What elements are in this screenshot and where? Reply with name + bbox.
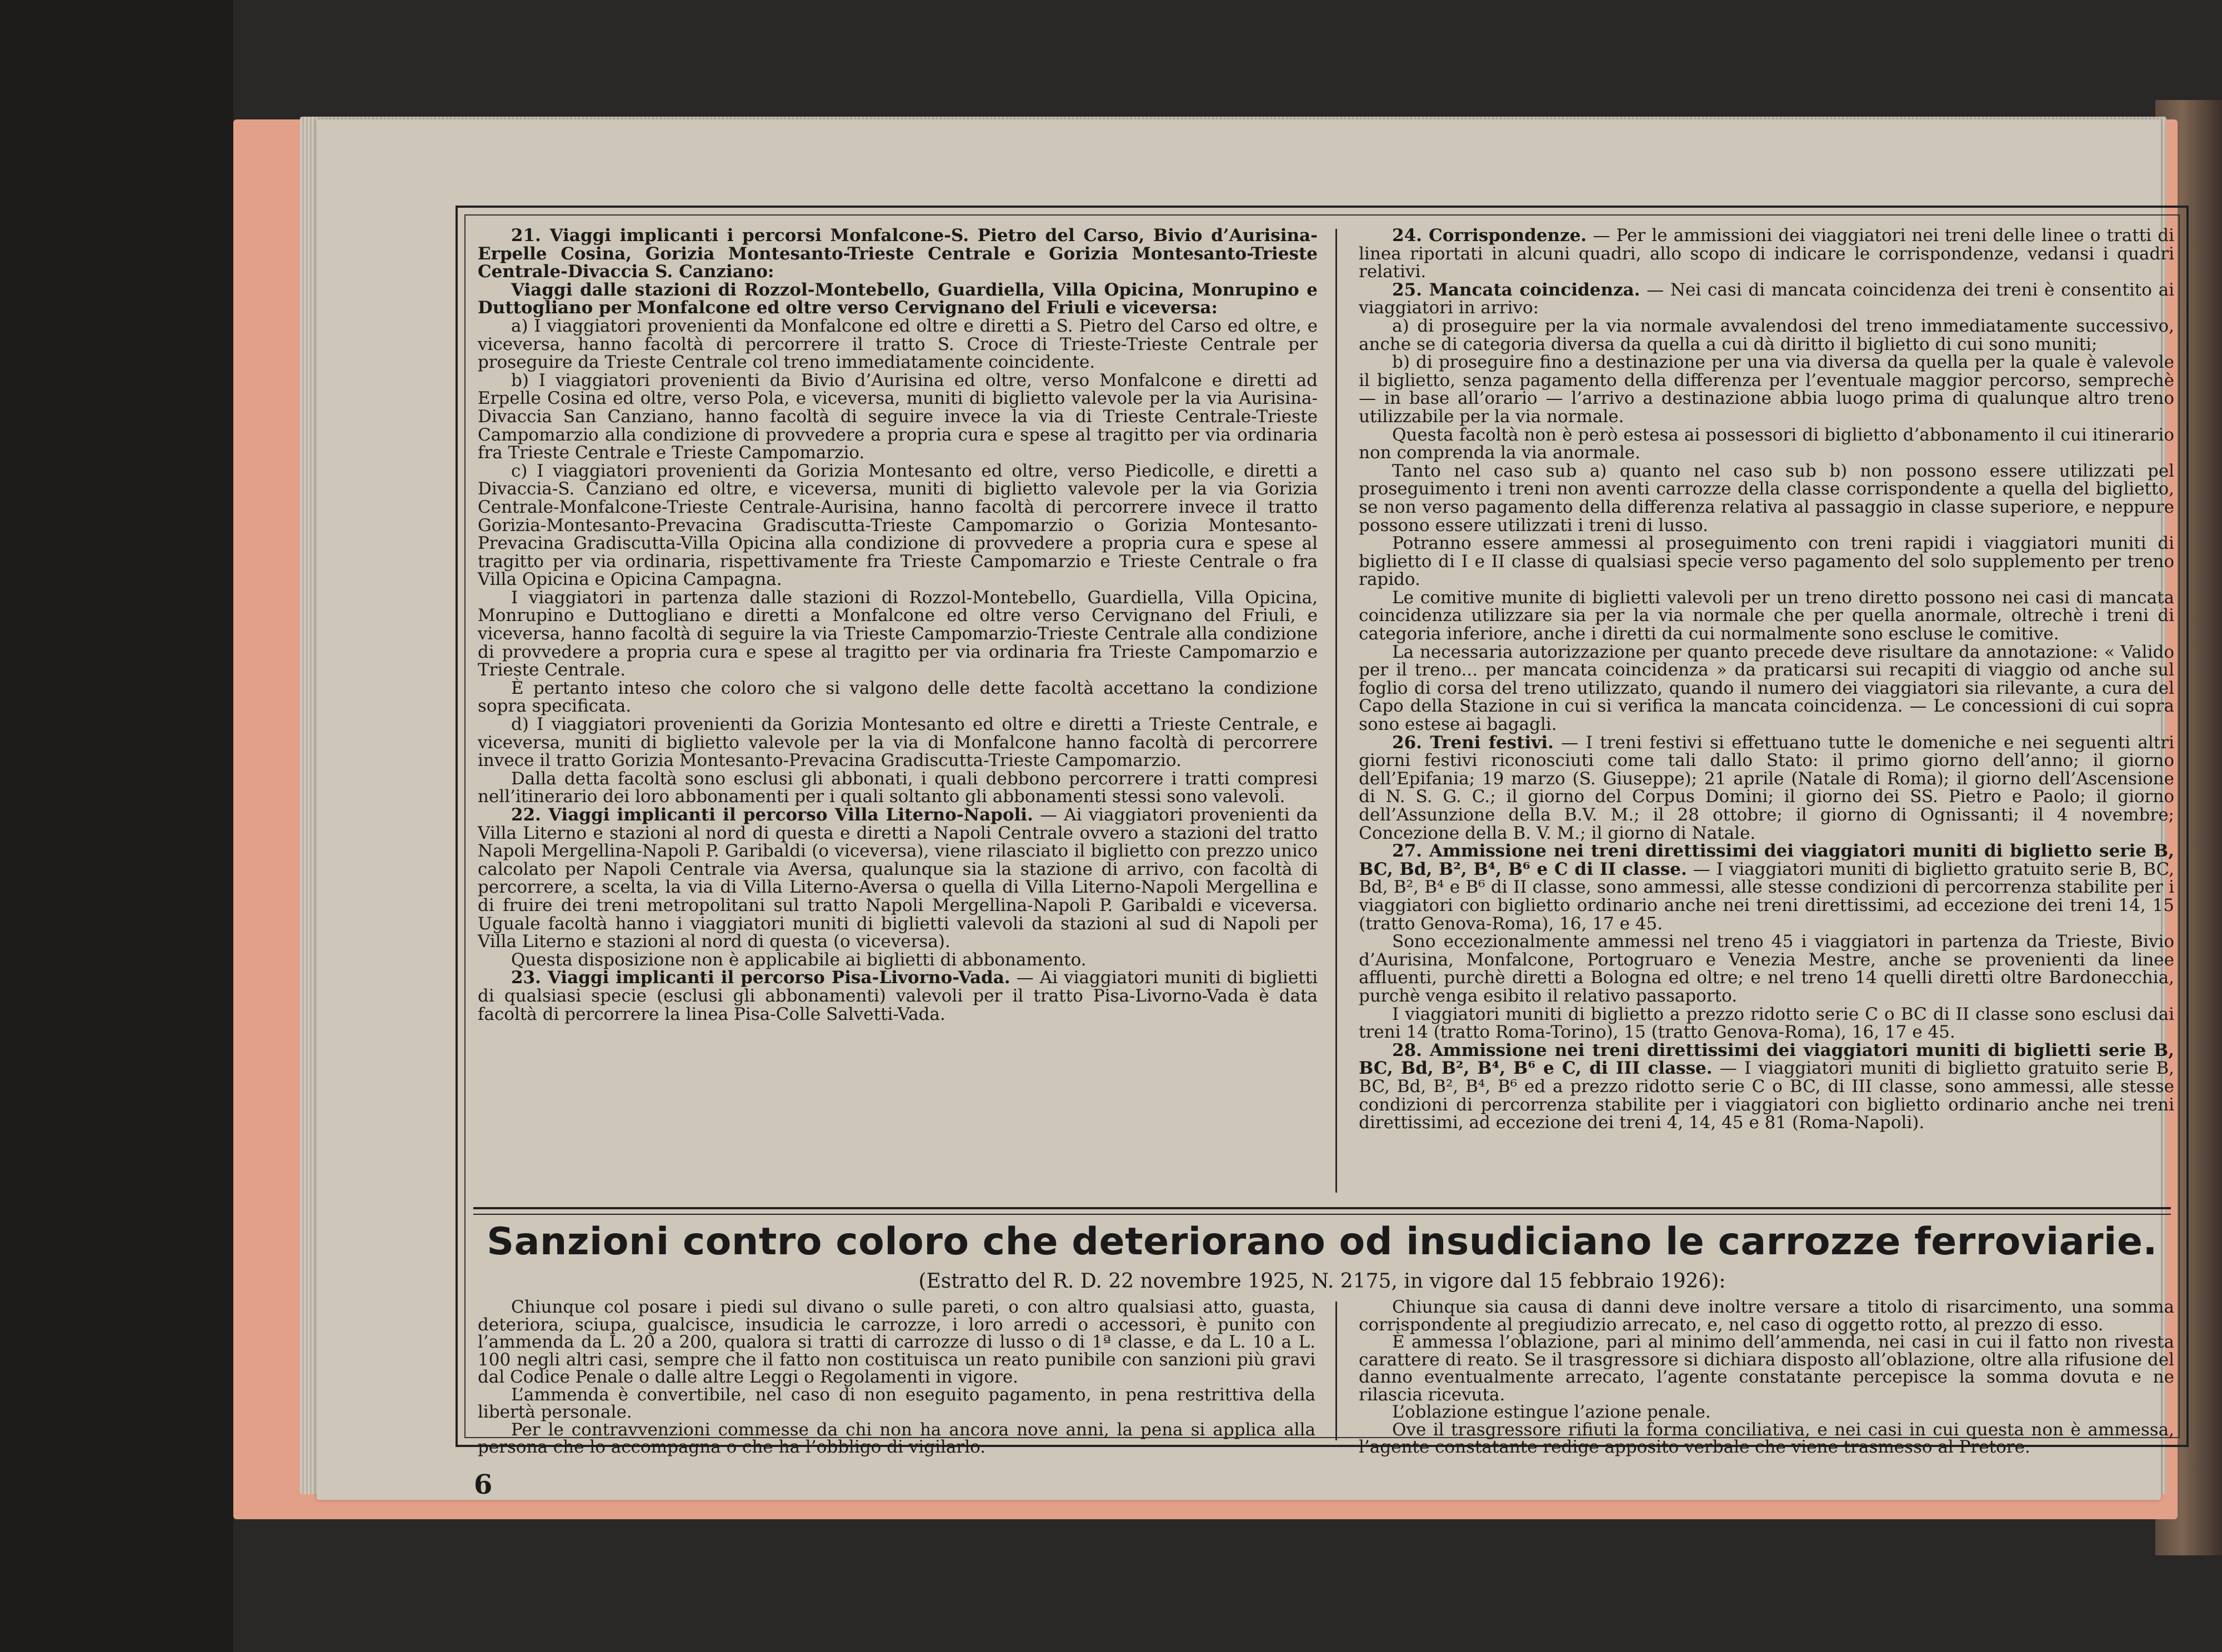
paragraph (1359, 353, 2174, 425)
paragraph (1359, 317, 2174, 353)
paragraph (1359, 643, 2174, 734)
sanzioni-paragraph: Per le contravvenzioni commesse da chi non ha ancora nove anni, la pena si applica alla persona che lo accompagna o che ha l’obbligo di vigilarlo. (478, 1419, 1315, 1457)
sanzioni-paragraph: È ammessa l’oblazione, pari al minimo dell’ammenda, nei casi in cui il fatto non rivesta carattere di reato. Se il trasgressore si dichiara disposto all’oblazione, oltre alla rifusione del danno eventualmente arrecato, l’agente constatante percepisce la somma dovuta e ne rilascia ricevuta. (1359, 1332, 2174, 1405)
paragraph (478, 951, 1318, 969)
paragraph-body: a) di proseguire per la via normale avvalendosi del treno immediatamente successivo, anche se di categoria diversa da quella a cui dà diritto il biglietto di cui sono muniti; (1359, 316, 2174, 354)
sanzioni-right-column (1359, 1299, 2174, 1456)
paragraph (1359, 426, 2174, 462)
paragraph (1359, 589, 2174, 643)
paragraph-body: Questa disposizione non è applicabile ai biglietti di abbonamento. (511, 949, 1087, 970)
paragraph (1359, 1005, 2174, 1042)
paragraph-body: I viaggiatori muniti di biglietto a prezzo ridotto serie C o BC di II classe sono esclusi dai treni 14 (tratto Roma-Torino), 15 (tratto Genova-Roma), 16, 17 e 45. (1359, 1004, 2174, 1043)
paragraph (1359, 227, 2174, 281)
paragraph-heading: 27. Ammissione nei treni direttissimi dei viaggiatori muniti di biglietto serie B, BC, Bd, B², B⁴, B⁶ e C di II classe. (1359, 841, 2174, 879)
paragraph (1359, 734, 2174, 843)
paragraph-heading: 23. Viaggi implicanti il percorso Pisa-Livorno-Vada. (511, 968, 1010, 988)
paragraph (478, 372, 1318, 462)
paragraph (478, 589, 1318, 679)
paragraph-body: — Nei casi di mancata coincidenza dei treni è consentito ai viaggiatori in arrivo: (1359, 279, 2175, 318)
paragraph-heading: 21. Viaggi implicanti i percorsi Monfalcone-S. Pietro del Carso, Bivio d’Aurisina-Erpelle Cosina, Gorizia Montesanto-Trieste Centrale e Gorizia Montesanto-Trieste Centrale-Divaccia S. Canziano: (478, 226, 1318, 282)
sanzioni-paragraph: Chiunque sia causa di danni deve inoltre versare a titolo di risarcimento, una somma corrispondente al pregiudizio arrecato, e, nel caso di oggetto rotto, al prezzo di esso. (1359, 1297, 2174, 1335)
paragraph (1359, 933, 2174, 1005)
sanzioni-left-column (478, 1299, 1315, 1456)
paragraph-body: d) I viaggiatori provenienti da Gorizia Montesanto ed oltre e diretti a Trieste Centrale, e viceversa, muniti di biglietto valevole per la via di Monfalcone hanno facoltà di percorrere invece il tratto Gorizia Montesanto-Prevacina Gradiscutta-Trieste Campomarzio. (478, 714, 1318, 771)
paragraph-body: La necessaria autorizzazione per quanto precede deve risultare da annotazione: « Valido per il treno... per mancata coincidenza » da praticarsi sui recapiti di viaggio od anche sul foglio di corsa del treno utilizzato, quando il numero dei viaggiatori sia rilevante, a cura del Capo della Stazione in cui si verifica la mancata coincidenza. — Le concessioni di cui sopra sono estese ai bagagli. (1359, 642, 2174, 735)
paragraph-body: — I treni festivi si effettuano tutte le domeniche e nei seguenti altri giorni festivi riconosciuti come tali dallo Stato: il primo giorno dell’anno; il giorno dell’Epifania; 19 marzo (S. Giuseppe); 21 aprile (Natale di Roma); il giorno dell’Ascensione di N. S. G. C.; il giorno del Corpus Domini; il giorno dei SS. Pietro e Paolo; il giorno dell’Assunzione della B.V. M.; il 28 ottobre; il giorno di Ognissanti; il 4 novembre; Concezione della B. V. M.; il giorno di Natale. (1359, 732, 2174, 843)
sanzioni-paragraph: L’oblazione estingue l’azione penale. (1392, 1402, 1711, 1422)
sanzioni-paragraph: Ove il trasgressore rifiuti la forma conciliativa, e nei casi in cui questa non è ammessa, l’agente constatante redige apposito verbale che viene trasmesso al Pretore. (1359, 1419, 2174, 1457)
section-rule-thin (473, 1214, 2171, 1215)
paragraph-body: Potranno essere ammessi al proseguimento con treni rapidi i viaggiatori muniti di biglietto di I e II classe di qualsiasi specie verso pagamento del solo supplemento per treno rapido. (1359, 533, 2174, 590)
sanzioni-paragraph: Chiunque col posare i piedi sul divano o sulle pareti, o con altro qualsiasi atto, guasta, deteriora, sciupa, gualcisce, insudicia le carrozze, i loro arredi o accessori, è punito con l’ammenda da L. 20 a 200, qualora si tratti di carrozze di lusso o di 1ª classe, e da L. 10 a L. 100 negli altri casi, sempre che il fatto non costituisca un reato punibile con sanzioni più gravi dal Codice Penale o dalle altre Leggi o Regolamenti in vigore. (478, 1297, 1315, 1387)
paragraph-body: a) I viaggiatori provenienti da Monfalcone ed oltre e diretti a S. Pietro del Carso ed oltre, e viceversa, hanno facoltà di percorrere il tratto S. Croce di Trieste-Trieste Centrale per proseguire da Trieste Centrale col treno immediatamente coincidente. (478, 316, 1318, 373)
paragraph-heading: 25. Mancata coincidenza. (1392, 279, 1640, 300)
paragraph-body: È pertanto inteso che coloro che si valgono delle dette facoltà accettano la condizione sopra specificata. (478, 678, 1318, 717)
paragraph-body: b) di proseguire fino a destinazione per una via diversa da quella per la quale è valevole il biglietto, senza pagamento della differenza per l’eventuale maggior percorso, semprechè — in base all’orario — l’arrivo a destinazione abbia luogo prima di qualunque altro treno utilizzabile per la via normale. (1359, 352, 2174, 427)
paragraph (478, 770, 1318, 806)
paragraph (478, 679, 1318, 715)
paragraph-body: Sono eccezionalmente ammessi nel treno 45 i viaggiatori in partenza da Trieste, Bivio d’Aurisina, Monfalcone, Portogruaro e Venezia Mestre, anche se provenienti da linee affluenti, purchè diretti a Bologna ed oltre; e nel treno 14 quelli diretti oltre Bardonecchia, purchè venga esibito il relativo passaporto. (1359, 932, 2174, 1006)
paragraph (1359, 281, 2174, 317)
paragraph (1359, 534, 2174, 589)
paragraph (478, 715, 1318, 770)
paragraph (478, 969, 1318, 1023)
paragraph-heading: 26. Treni festivi. (1392, 732, 1554, 753)
paragraph (1359, 1042, 2174, 1132)
paragraph-body: — I viaggiatori muniti di biglietto gratuito serie B, BC, Bd, B², B⁴, B⁶ ed a prezzo ridotto serie C o BC, di III classe, sono ammessi, alle stesse condizioni di percorrenza stabilite per i viaggiatori con biglietto ordinario anche nei treni direttissimi, ad eccezione dei treni 4, 14, 45 e 81 (Roma-Napoli). (1359, 1058, 2174, 1133)
sanzioni-paragraph: L’ammenda è convertibile, nel caso di non eseguito pagamento, in pena restrittiva della libertà personale. (478, 1384, 1315, 1422)
paragraph-body: I viaggiatori in partenza dalle stazioni di Rozzol-Montebello, Guardiella, Villa Opicina, Monrupino e Duttogliano e diretti a Monfalcone ed oltre verso Cervignano del Friuli, e viceversa, hanno facoltà di seguire la via Trieste Campomarzio-Trieste Centrale alla condizione di provvedere a propria cura e spese al tragitto per via ordinaria fra Trieste Campomarzio e Trieste Centrale. (478, 587, 1318, 680)
page-number: 6 (474, 1469, 493, 1500)
text-frame (456, 206, 2189, 1457)
paragraph-body: — Ai viaggiatori provenienti da Villa Literno e stazioni al nord di questa e diretti a Napoli Centrale ovvero a stazioni del tratto Napoli Mergellina-Napoli P. Garibaldi (o viceversa), viene rilasciato il biglietto con prezzo unico calcolato per Napoli Centrale via Aversa, qualunque sia la stazione di arrivo, con facoltà di percorrere, a scelta, la via di Villa Literno-Aversa o quella di Villa Literno-Napoli Mergellina e di fruire dei treni metropolitani sul tratto Napoli Mergellina-Napoli P. Garibaldi e viceversa. Uguale facoltà hanno i viaggiatori muniti di biglietti valevoli da stazioni al sud di Napoli per Villa Literno e stazioni al nord di questa (o viceversa). (478, 805, 1318, 952)
paragraph-body: — Per le ammissioni dei viaggiatori nei treni delle linee o tratti di linea riportati in alcuni quadri, allo scopo di indicare le corrispondenze, vedansi i quadri relativi. (1359, 226, 2175, 282)
paragraph-body: Tanto nel caso sub a) quanto nel caso sub b) non possono essere utilizzati pel proseguimento i treni non aventi carrozze della classe corrispondente a quella del biglietto, se non verso pagamento della differenza relativa al passaggio in classe superiore, e neppure possono essere utilizzati i treni di lusso. (1359, 460, 2174, 535)
paragraph (478, 462, 1318, 589)
paragraph (478, 317, 1318, 372)
paragraph-heading: 24. Corrispondenze. (1392, 226, 1587, 246)
right-column (1359, 227, 2174, 1132)
paragraph-body: Questa facoltà non è però estesa ai possessori di biglietto d’abbonamento il cui itinerario non comprenda la via anormale. (1359, 424, 2174, 463)
paragraph-heading: Viaggi dalle stazioni di Rozzol-Montebello, Guardiella, Villa Opicina, Monrupino e Duttogliano per Monfalcone ed oltre verso Cervignano del Friuli e viceversa: (478, 279, 1318, 318)
paragraph (478, 227, 1318, 281)
sanzioni-column-divider (1335, 1301, 1337, 1440)
paragraph (478, 806, 1318, 951)
column-divider (1335, 229, 1337, 1193)
paragraph (1359, 462, 2174, 534)
background-shadow (0, 0, 233, 1652)
paragraph-heading: 28. Ammissione nei treni direttissimi dei viaggiatori muniti di biglietti serie B, BC, Bd, B², B⁴, B⁶ e C, di III classe. (1359, 1040, 2174, 1079)
inner-frame (464, 214, 2180, 1457)
section-rule-thick (473, 1207, 2171, 1209)
sanzioni-title: Sanzioni contro coloro che deteriorano od insudiciano le carrozze ferroviarie. (487, 1220, 2158, 1264)
paragraph-body: — I viaggiatori muniti di biglietto gratuito serie B, BC, Bd, B², B⁴ e B⁶ di II classe, sono ammessi, alle stesse condizioni di percorrenza stabilite per i viaggiatori con biglietto ordinario anche nei treni direttissimi, ad eccezione dei treni 14, 15 (tratto Genova-Roma), 16, 17 e 45. (1359, 859, 2175, 934)
paragraph-body: Dalla detta facoltà sono esclusi gli abbonati, i quali debbono percorrere i tratti compresi nell’itinerario dei loro abbonamenti per i quali soltanto gli abbonamenti stessi sono valevoli. (478, 768, 1318, 807)
paragraph-body: c) I viaggiatori provenienti da Gorizia Montesanto ed oltre, verso Piedicolle, e diretti a Divaccia-S. Canziano ed oltre, e viceversa, muniti di biglietto valevole per la via Gorizia Centrale-Monfalcone-Trieste Centrale-Aurisina, hanno facoltà di percorrere invece il tratto Gorizia-Montesanto-Prevacina Gradiscutta-Trieste Campomarzio o Gorizia Montesanto-Prevacina Gradiscutta-Villa Opicina alla condizione di provvedere a propria cura e spese al tragitto per via ordinaria, rispettivamente fra Trieste Campomarzio e Trieste Centrale o fra Villa Opicina e Opicina Campagna. (478, 460, 1318, 590)
left-column (478, 227, 1318, 1023)
paragraph (478, 281, 1318, 317)
sanzioni-subtitle: (Estratto del R. D. 22 novembre 1925, N. 2175, in vigore dal 15 febbraio 1926): (918, 1270, 1726, 1293)
paragraph-heading: 22. Viaggi implicanti il percorso Villa Literno-Napoli. (511, 805, 1033, 825)
paragraph-body: b) I viaggiatori provenienti da Bivio d’Aurisina ed oltre, verso Monfalcone e diretti ad Erpelle Cosina ed oltre, verso Pola, e viceversa, muniti di biglietto valevole per la via Aurisina-Divaccia San Canziano, hanno facoltà di seguire invece la via di Trieste Centrale-Trieste Campomarzio alla condizione di provvedere a propria cura e spese al tragitto per via ordinaria fra Trieste Centrale e Trieste Campomarzio. (478, 370, 1318, 463)
paragraph-body: — Ai viaggiatori muniti di biglietti di qualsiasi specie (esclusi gli abbonamenti) valevoli per il tratto Pisa-Livorno-Vada è data facoltà di percorrere la linea Pisa-Colle Salvetti-Vada. (478, 968, 1318, 1024)
paragraph (1359, 842, 2174, 933)
timetable-page (317, 119, 2175, 1500)
paragraph-body: Le comitive munite di biglietti valevoli per un treno diretto possono nei casi di mancata coincidenza utilizzare sia per la via normale che per quella anormale, oltrechè i treni di categoria inferiore, anche i diretti da cui normalmente sono escluse le comitive. (1359, 587, 2174, 644)
